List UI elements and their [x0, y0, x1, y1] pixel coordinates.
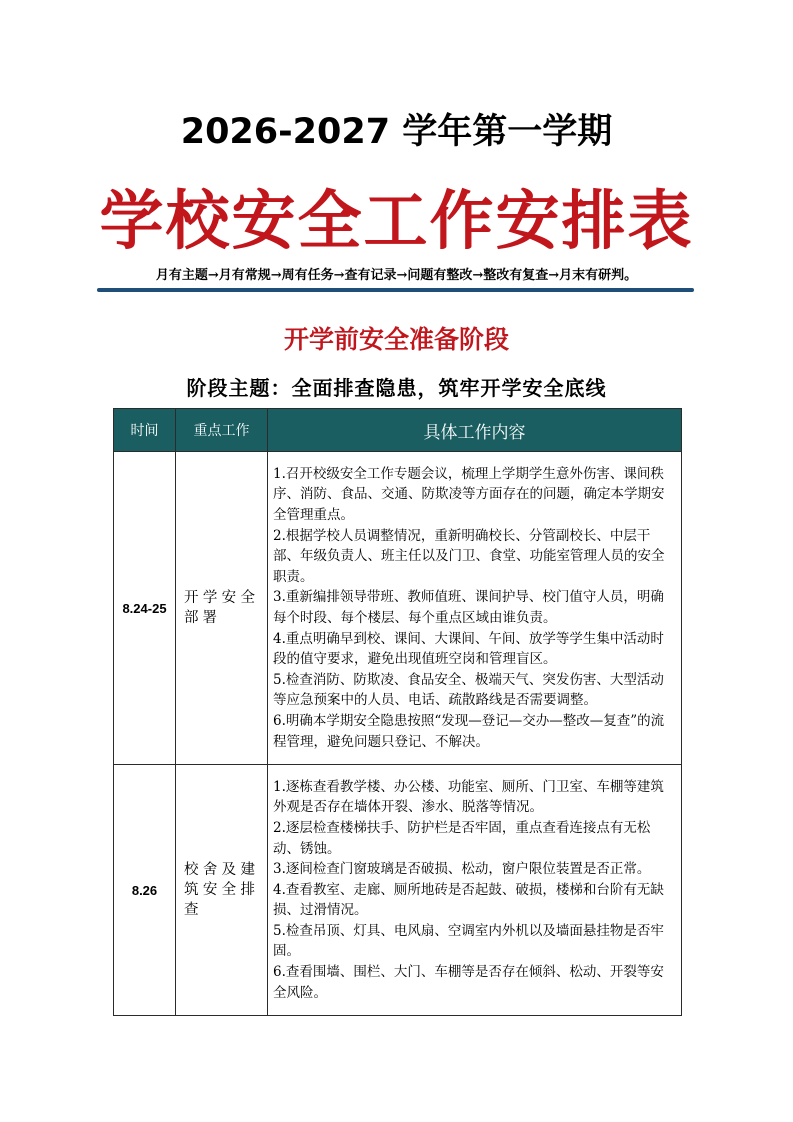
table-row [114, 452, 682, 765]
content-item: 5.检查消防、防欺凌、食品安全、极端天气、突发伤害、大型活动等应急预案中的人员、电话、疏散路线是否需要调整。 [273, 671, 664, 709]
divider-rule [97, 288, 694, 292]
stage-title: 开学前安全准备阶段 [283, 325, 509, 354]
row-focus: 校舍及建筑安全排查 [176, 765, 268, 1016]
row-content [268, 765, 682, 1016]
year-title: 2026-2027 学年第一学期 [180, 112, 613, 152]
row-focus: 开学安全部署 [176, 452, 268, 765]
content-item: 2.逐层检查楼梯扶手、防护栏是否牢固，重点查看连接点有无松动、锈蚀。 [273, 819, 651, 857]
content-item: 3.重新编排领导带班、教师值班、课间护导、校门值守人员，明确每个时段、每个楼层、每个重点区域由谁负责。 [273, 589, 664, 626]
slogan: 月有主题→月有常规→周有任务→查有记录→问题有整改→整改有复查→月末有研判。 [155, 268, 638, 283]
content-item: 4.重点明确早到校、课间、大课间、午间、放学等学生集中活动时段的值守要求，避免出现值班空岗和管理盲区。 [273, 630, 664, 668]
work-plan-table [113, 408, 682, 1016]
content-item: 5.检查吊顶、灯具、电风扇、空调室内外机以及墙面悬挂物是否牢固。 [273, 922, 664, 960]
table-header-row [114, 409, 682, 452]
header-content: 具体工作内容 [268, 409, 682, 452]
content-item: 1.逐栋查看教学楼、办公楼、功能室、厕所、门卫室、车棚等建筑外观是否存在墙体开裂、渗水、脱落等情况。 [273, 778, 664, 816]
table-row [114, 765, 682, 1016]
content-item: 2.根据学校人员调整情况，重新明确校长、分管副校长、中层干部、年级负责人、班主任以及门卫、食堂、功能室管理人员的安全职责。 [273, 527, 665, 585]
content-item: 3.逐间检查门窗玻璃是否破损、松动，窗户限位装置是否正常。 [273, 861, 651, 878]
row-time: 8.26 [114, 765, 176, 1016]
main-title: 学校安全工作安排表 [99, 184, 694, 259]
content-item: 1.召开校级安全工作专题会议，梳理上学期学生意外伤害、课间秩序、消防、食品、交通、防欺凌等方面存在的问题，确定本学期安全管理重点。 [273, 465, 665, 524]
content-item: 6.查看围墙、围栏、大门、车棚等是否存在倾斜、松动、开裂等安全风险。 [273, 964, 664, 1001]
content-item: 4.查看教室、走廊、厕所地砖是否起鼓、破损，楼梯和台阶有无缺损、过滑情况。 [273, 881, 664, 919]
header-time: 时间 [114, 409, 176, 452]
row-content [268, 452, 682, 765]
row-time: 8.24-25 [114, 452, 176, 765]
content-item: 6.明确本学期安全隐患按照“发现—登记—交办—整改—复查”的流程管理，避免问题只登记、不解决。 [273, 712, 665, 750]
header-focus: 重点工作 [176, 409, 268, 452]
stage-theme: 阶段主题：全面排查隐患，筑牢开学安全底线 [186, 376, 607, 400]
